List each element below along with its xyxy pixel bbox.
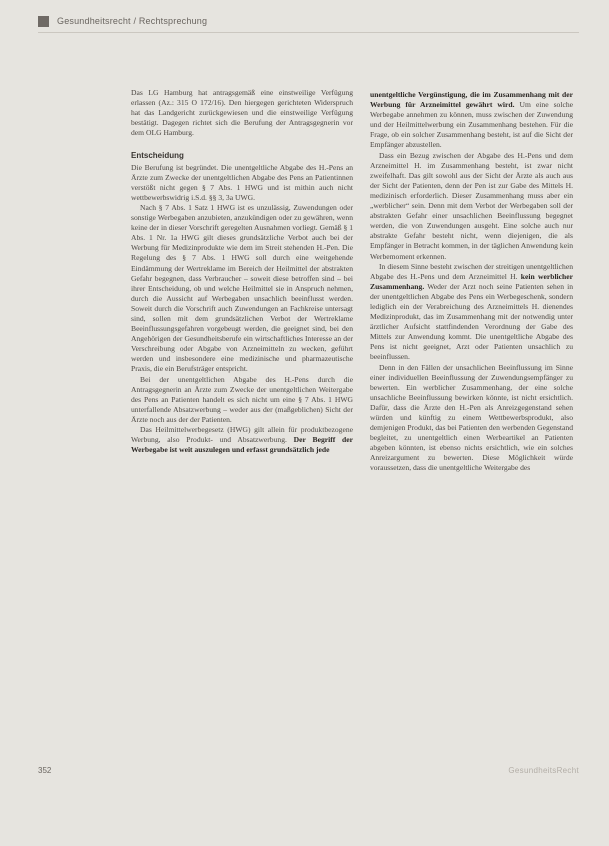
left-column xyxy=(131,88,353,455)
section-title: Gesundheitsrecht / Rechtsprechung xyxy=(57,16,208,26)
paragraph: Das LG Hamburg hat antragsgemäß eine einstweilige Verfügung erlassen (Az.: 315 O 172/16). Den hiergegen gerichteten Widerspruch hat das Landgericht zurückgewiesen und die einstweilige Verfügung bestätigt. Dagegen richtet sich die Berufung der Antragsgegnerin vor dem OLG Hamburg. xyxy=(131,88,353,138)
right-column xyxy=(370,90,573,474)
paragraph: Nach § 7 Abs. 1 Satz 1 HWG ist es unzulässig, Zuwendungen oder sonstige Werbegaben anzubieten, anzukündigen oder zu gewähren, wenn keine der in dieser Vorschrift geregelten Ausnahmen vorliegt. Gemäß § 1 Abs. 1 Nr. 1a HWG gilt dieses grundsätzliche Verbot auch bei der Werbung für Medizinprodukte wie dem im Streit stehenden H.-Pen. Die Regelung des § 7 Abs. 1 HWG soll durch eine weitgehende Eindämmung der Wertreklame im Bereich der Heilmittel der abstrakten Gefahr begegnen, dass Verbraucher – soweit diese betroffen sind – bei ihrer Entscheidung, ob und welche Heilmittel sie in Anspruch nehmen, durch die Aussicht auf Werbegaben unsachlich beeinflusst werden. Soweit durch die Vorschrift auch Zuwendungen an Fachkreise untersagt sind, sollen mit dem grundsätzlichen Verbot der Wertreklame Beeinflussungsgefahren vorgebeugt werden, die geeignet sind, bei den Angehörigen der Gesundheitsberufe ein wirtschaftliches Interesse an der Verschreibung oder Abgabe von Arzneimitteln zu wecken, geführt werden und insbesondere eine medizinische und pharmazeutische Praxis, die ein Berufsträger entspricht. xyxy=(131,202,353,374)
section-heading: Entscheidung xyxy=(131,151,184,161)
page-footer xyxy=(38,766,579,775)
bold-text: unentgeltliche Vergünstigung, die im Zusammenhang mit der Werbung für Arzneimittel gewährt wird. xyxy=(370,90,573,110)
journal-name: GesundheitsRecht xyxy=(508,766,579,775)
paragraph xyxy=(370,262,573,363)
paragraph xyxy=(370,90,573,151)
paragraph-text: Das Heilmittelwerbegesetz (HWG) gilt allein für produktbezogene Werbung, also Produkt- und Absatzwerbung. xyxy=(131,425,353,445)
paragraph: Die Berufung ist begründet. Die unentgeltliche Abgabe des H.-Pens an Ärzte zum Zwecke der unentgeltlichen Abgabe des Pens an Patientinnen verstößt nicht gegen § 7 Abs. 1 HWG und ist mithin auch nicht wettbewerbswidrig i.S.d. §§ 3, 3a UWG. xyxy=(131,162,353,202)
bold-text: Der Begriff der Werbegabe ist weit auszulegen und erfasst grundsätzlich jede xyxy=(131,435,354,455)
section-marker-icon xyxy=(38,16,49,27)
paragraph: Dass ein Bezug zwischen der Abgabe des H.-Pens und dem Arzneimittel H. im Zusammenhang besteht, ist zwar nicht zweifelhaft. Das gilt sowohl aus der Sicht der Ärzte als auch aus der Sicht der Patienten, denn der Pen ist zur Gabe des Mittels H. medizinisch erforderlich. Dieser Zusammenhang muss aber ein „werblicher“ sein. Denn mit dem Verbot der Werbegaben soll der abstrakten Gefahr einer unsachlichen Beeinflussung begegnet werden, die von Zuwendungen ausgeht. Eine solche auch nur abstrakte Gefahr besteht nicht, wenn diejenigen, die als Empfänger in Betracht kommen, in der täglichen Anwendung kein Werbemoment erkennen. xyxy=(370,150,573,261)
page-number: 352 xyxy=(38,766,52,775)
paragraph-text: In diesem Sinne besteht zwischen der streitigen unentgeltlichen Abgabe des H.-Pens und dem Arzneimittel H. xyxy=(370,261,573,281)
paragraph-text: Um eine solche Werbegabe annehmen zu können, muss zwischen der Zuwendung und der Heilmittelwerbung ein Zusammenhang bestehen. Für die Frage, ob ein solcher Zusammenhang besteht, ist auf die Sicht der Empfänger abzustellen. xyxy=(370,100,573,150)
bold-text: kein werblicher Zusammenhang. xyxy=(370,271,573,291)
paragraph xyxy=(131,425,353,455)
paragraph-text: Weder der Arzt noch seine Patienten sehen in der unentgeltlichen Abgabe des Pens ein Werbegeschenk, sondern lediglich ein der Verabreichung des Arzneimittels H. dienendes Medizinprodukt, das im Zusammenhang mit der notwendig unter ärztlicher Aufsicht stattfindenden Verordnung der Gabe des Mittels zur Anwendung kommt. Die unentgeltliche Abgabe des Pens ist nicht geeignet, Arzt oder Patienten unsachlich zu beeinflussen. xyxy=(370,281,573,362)
paragraph: Bei der unentgeltlichen Abgabe des H.-Pens durch die Antragsgegnerin an Ärzte zum Zwecke der unentgeltlichen Weitergabe des Pens an Patienten handelt es sich nicht um eine § 7 Abs. 1 HWG unterfallende Absatzwerbung – weder aus der (maßgeblichen) Sicht der Ärzte noch aus der der Patienten. xyxy=(131,374,353,424)
running-header xyxy=(38,14,579,33)
paragraph: Denn in den Fällen der unsachlichen Beeinflussung im Sinne einer individuellen Beeinflussung der Zuwendungsempfänger zu bewerten. Ein werblicher Zusammenhang, der eine solche unsachliche Beeinflussung bewirken könnte, ist nicht ersichtlich. Dafür, dass die Ärzte den H.-Pen als Anreizgegenstand sehen würden und künftig zu einem Wettbewerbsprodukt, also demjenigen Produkt, das bei Patienten den werbenden Gegenstand begleitet, zu unentgeltlich einen Werbeartikel an Patienten abgeben könnten, ist ebenso nichts ersichtlich, wie ein solches Anreizargument zu bewerten. Diese Möglichkeit würde voraussetzen, dass die unentgeltliche Weitergabe des xyxy=(370,362,573,473)
